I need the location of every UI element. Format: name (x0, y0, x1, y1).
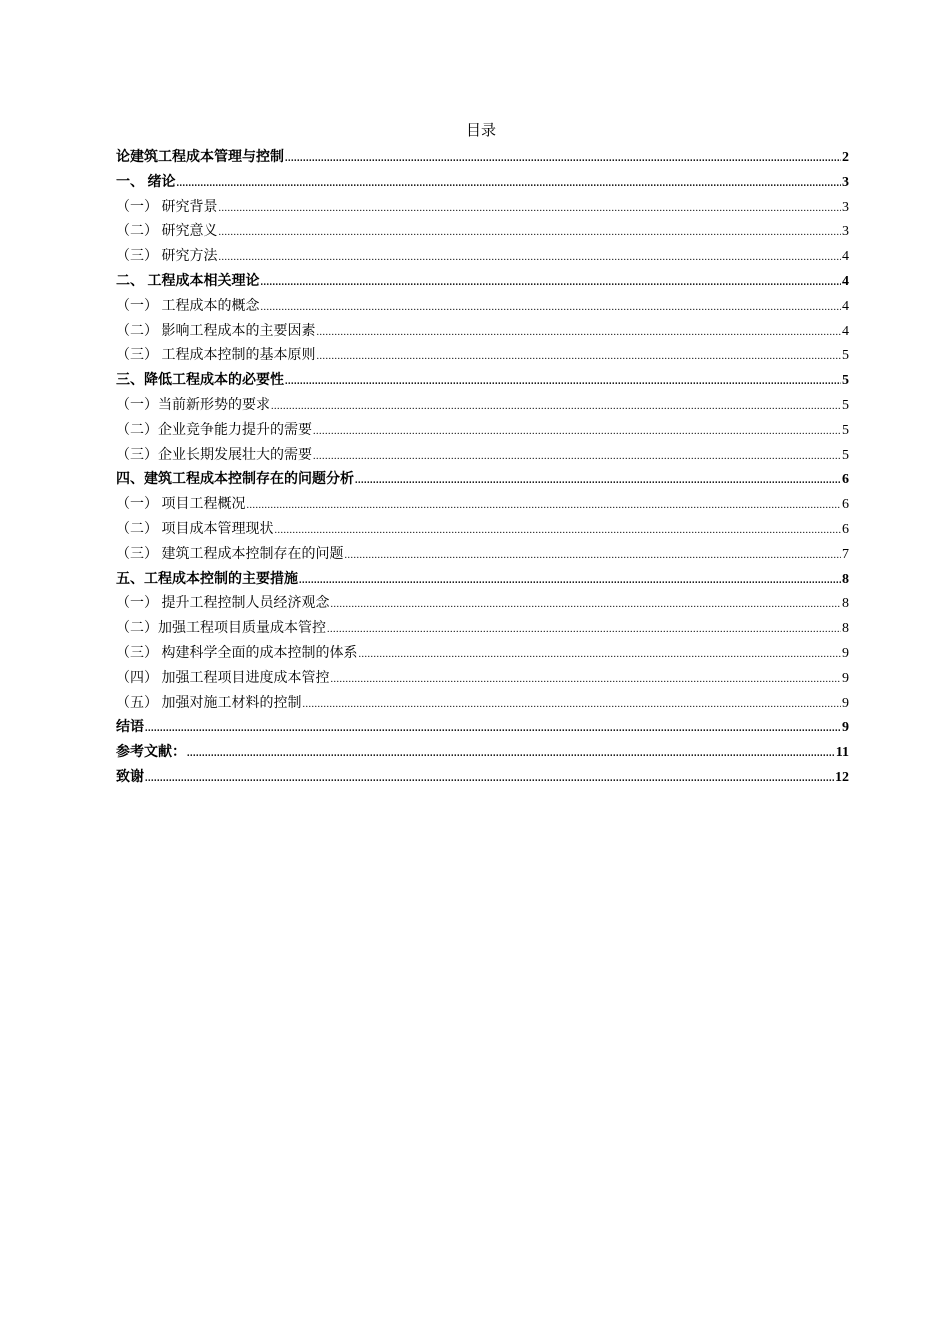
toc-entry-page-number: 5 (842, 397, 849, 413)
toc-entry-label: （四） 加强工程项目进度成本管控 (116, 670, 330, 686)
toc-entry-label: （三） 研究方法 (116, 249, 218, 265)
toc-entry[interactable] (116, 220, 849, 245)
toc-entry[interactable] (116, 196, 849, 221)
toc-entry-label: （二）加强工程项目质量成本管控 (116, 621, 326, 637)
toc-entry[interactable] (116, 171, 849, 196)
toc-dot-leader (299, 569, 841, 594)
toc-entry[interactable] (116, 419, 849, 444)
toc-title: 目录 (465, 123, 496, 139)
toc-entry[interactable] (116, 766, 849, 791)
toc-entry[interactable] (116, 741, 849, 766)
toc-entry[interactable] (116, 592, 849, 617)
toc-entry[interactable] (116, 468, 849, 493)
toc-dot-leader (313, 420, 841, 445)
toc-entry-page-number: 2 (842, 150, 849, 165)
toc-entry-label: （一） 研究背景 (116, 199, 218, 215)
toc-entry[interactable] (116, 344, 849, 369)
toc-dot-leader (219, 246, 842, 271)
toc-dot-leader (247, 494, 842, 519)
toc-entry[interactable] (116, 295, 849, 320)
toc-entry-page-number: 8 (842, 571, 849, 587)
toc-dot-leader (285, 370, 841, 395)
toc-entry[interactable] (116, 493, 849, 518)
toc-entry-label: 五、工程成本控制的主要措施 (116, 571, 298, 587)
toc-entry-label: （一） 项目工程概况 (116, 497, 246, 513)
toc-entry-page-number: 8 (842, 621, 849, 637)
toc-entry-label: （一）当前新形势的要求 (116, 397, 270, 413)
toc-entry[interactable] (116, 369, 849, 394)
toc-entry-label: （一） 工程成本的概念 (116, 298, 260, 314)
toc-entry[interactable] (116, 667, 849, 692)
toc-entry[interactable] (116, 146, 849, 171)
toc-dot-leader (303, 693, 842, 718)
toc-entry-page-number: 4 (842, 323, 849, 339)
toc-entry-page-number: 7 (842, 546, 849, 562)
toc-dot-leader (327, 618, 841, 643)
toc-entry[interactable] (116, 543, 849, 568)
toc-entry-page-number: 12 (835, 769, 849, 785)
toc-entry[interactable] (116, 716, 849, 741)
toc-entry-page-number: 5 (842, 447, 849, 463)
toc-entry[interactable] (116, 568, 849, 593)
toc-entry-label: （二） 影响工程成本的主要因素 (116, 323, 316, 339)
toc-dot-leader (355, 469, 841, 494)
toc-entry-label: 二、 工程成本相关理论 (116, 273, 260, 289)
toc-dot-leader (331, 593, 842, 618)
toc-entry-label: 四、建筑工程成本控制存在的问题分析 (116, 472, 354, 488)
toc-dot-leader (345, 544, 842, 569)
toc-dot-leader (187, 742, 835, 767)
toc-entry-label: 参考文献： (116, 745, 186, 761)
toc-entry-label: 结语 (116, 720, 144, 736)
toc-entry-page-number: 4 (842, 273, 849, 289)
toc-dot-leader (331, 668, 842, 693)
toc-entry-page-number: 3 (842, 224, 849, 240)
toc-entry-label: （一） 提升工程控制人员经济观念 (116, 596, 330, 612)
toc-entry-label: 三、降低工程成本的必要性 (116, 373, 284, 389)
toc-entry-label: （二） 研究意义 (116, 224, 218, 240)
toc-entry-page-number: 9 (842, 720, 849, 736)
toc-entry-page-number: 6 (842, 497, 849, 513)
toc-dot-leader (359, 643, 842, 668)
toc-entry-page-number: 3 (842, 174, 849, 190)
toc-entry-page-number: 5 (842, 373, 849, 389)
toc-entry[interactable] (116, 444, 849, 469)
toc-dot-leader (261, 271, 842, 296)
toc-entry-label: （二）企业竞争能力提升的需要 (116, 422, 312, 438)
toc-entry-page-number: 4 (842, 298, 849, 314)
toc-entry[interactable] (116, 617, 849, 642)
toc-entry[interactable] (116, 270, 849, 295)
toc-entry-label: （三）企业长期发展壮大的需要 (116, 447, 312, 463)
toc-dot-leader (317, 345, 842, 370)
toc-entry-page-number: 5 (842, 422, 849, 438)
toc-dot-leader (145, 717, 841, 742)
toc-entry-page-number: 11 (835, 745, 849, 761)
toc-entry-page-number: 9 (842, 670, 849, 686)
toc-dot-leader (261, 296, 842, 321)
toc-dot-leader (285, 147, 841, 172)
toc-entry[interactable] (116, 692, 849, 717)
toc-entry-label: 致谢 (116, 769, 144, 785)
toc-entry-page-number: 4 (842, 249, 849, 265)
toc-entry-page-number: 9 (842, 645, 849, 661)
toc-entry-label: （三） 建筑工程成本控制存在的问题 (116, 546, 344, 562)
toc-dot-leader (145, 767, 834, 792)
toc-entry-page-number: 6 (842, 472, 849, 488)
toc-entry-label: 论建筑工程成本管理与控制 (116, 150, 284, 165)
toc-dot-leader (271, 395, 841, 420)
toc-dot-leader (313, 445, 841, 470)
toc-entry[interactable] (116, 320, 849, 345)
toc-entry-page-number: 8 (842, 596, 849, 612)
toc-entry[interactable] (116, 518, 849, 543)
toc-entry-label: （二） 项目成本管理现状 (116, 521, 274, 537)
table-of-contents (116, 146, 849, 791)
toc-entry-label: 一、 绪论 (116, 174, 176, 190)
toc-entry-label: （三） 工程成本控制的基本原则 (116, 348, 316, 364)
toc-entry-label: （五） 加强对施工材料的控制 (116, 695, 302, 711)
toc-entry[interactable] (116, 642, 849, 667)
toc-dot-leader (317, 321, 842, 346)
toc-dot-leader (219, 221, 842, 246)
toc-entry-page-number: 3 (842, 199, 849, 215)
toc-entry[interactable] (116, 245, 849, 270)
toc-entry[interactable] (116, 394, 849, 419)
toc-dot-leader (275, 519, 842, 544)
toc-dot-leader (219, 197, 842, 222)
toc-dot-leader (177, 172, 842, 197)
toc-entry-page-number: 5 (842, 348, 849, 364)
toc-entry-label: （三） 构建科学全面的成本控制的体系 (116, 645, 358, 661)
toc-entry-page-number: 6 (842, 521, 849, 537)
toc-entry-page-number: 9 (842, 695, 849, 711)
